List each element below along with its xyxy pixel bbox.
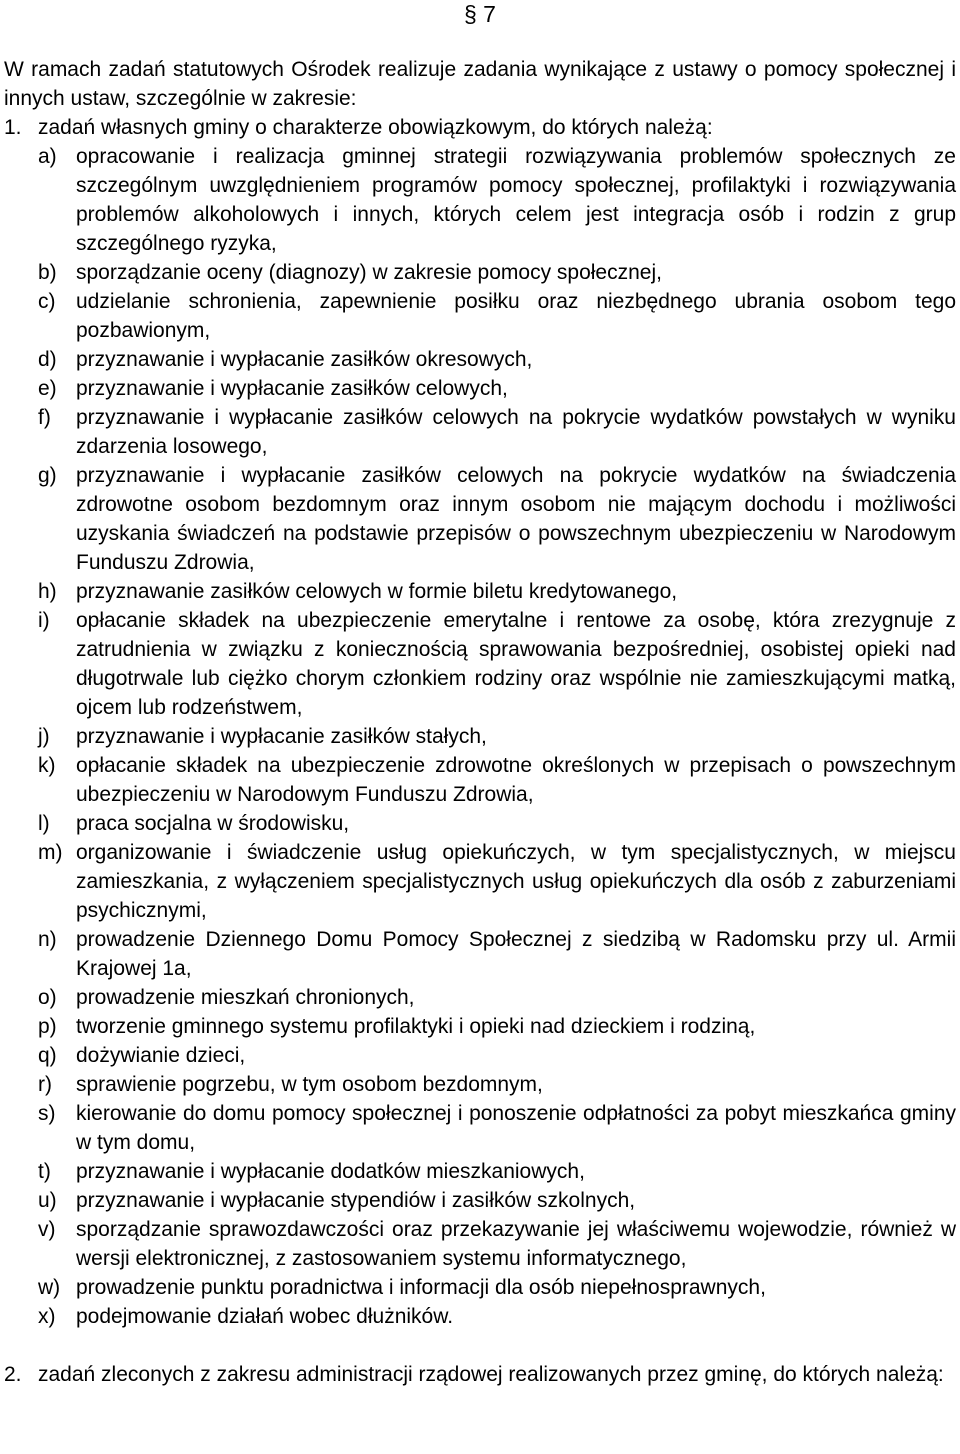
list-item-text: praca socjalna w środowisku, xyxy=(76,812,350,835)
list-item xyxy=(4,1215,956,1273)
list-item-marker: t) xyxy=(38,1160,51,1183)
list-item xyxy=(4,1099,956,1157)
list-item-text: opłacanie składek na ubezpieczenie emerytalne i rentowe za osobę, która zrezygnuje z zatrudnienia w związku z koniecznością sprawowania bezpośredniej, osobistej opieki nad długotrwale lub ciężko chorym członkiem rodziny oraz wspólnie nie zamieszkującymi matką, ojcem lub rodzeństwem, xyxy=(76,609,956,719)
list-item xyxy=(4,577,956,606)
list-item-text: prowadzenie Dziennego Domu Pomocy Społecznej z siedzibą w Radomsku przy ul. Armii Krajowej 1a, xyxy=(76,928,956,980)
list-item-text: przyznawanie i wypłacanie stypendiów i zasiłków szkolnych, xyxy=(76,1189,636,1212)
list-item xyxy=(4,287,956,345)
list-item xyxy=(4,403,956,461)
list-item-marker: f) xyxy=(38,406,51,429)
point-text: zadań własnych gminy o charakterze obowiązkowym, do których należą: xyxy=(38,116,713,139)
list-item xyxy=(4,838,956,925)
list-item-marker: o) xyxy=(38,986,57,1009)
list-item-marker: s) xyxy=(38,1102,56,1125)
list-item-marker: q) xyxy=(38,1044,57,1067)
list-item-text: przyznawanie i wypłacanie zasiłków okresowych, xyxy=(76,348,533,371)
list-item-text: sporządzanie oceny (diagnozy) w zakresie pomocy społecznej, xyxy=(76,261,662,284)
list-item xyxy=(4,1186,956,1215)
list-item-text: przyznawanie zasiłków celowych w formie biletu kredytowanego, xyxy=(76,580,678,603)
list-item-text: sporządzanie sprawozdawczości oraz przekazywanie jej właściwemu wojewodzie, również w wersji elektronicznej, z zastosowaniem systemu informatycznego, xyxy=(76,1218,956,1270)
list-item-text: kierowanie do domu pomocy społecznej i ponoszenie odpłatności za pobyt mieszkańca gminy w tym domu, xyxy=(76,1102,956,1154)
list-item-marker: h) xyxy=(38,580,57,603)
list-item xyxy=(4,983,956,1012)
list-item-text: opłacanie składek na ubezpieczenie zdrowotne określonych w przepisach o powszechnym ubezpieczeniu w Narodowym Funduszu Zdrowia, xyxy=(76,754,956,806)
list-item xyxy=(4,142,956,258)
list-item xyxy=(4,925,956,983)
point-1 xyxy=(4,113,956,142)
list-item xyxy=(4,258,956,287)
list-item-marker: a) xyxy=(38,145,57,168)
list-item-marker: k) xyxy=(38,754,56,777)
list-item xyxy=(4,1157,956,1186)
list-item-text: przyznawanie i wypłacanie dodatków mieszkaniowych, xyxy=(76,1160,585,1183)
list-item-marker: c) xyxy=(38,290,56,313)
list-item-marker: d) xyxy=(38,348,57,371)
intro-paragraph: W ramach zadań statutowych Ośrodek realizuje zadania wynikające z ustawy o pomocy społecznej i innych ustaw, szczególnie w zakresie: xyxy=(4,58,956,110)
list-item xyxy=(4,1012,956,1041)
point-marker: 1. xyxy=(4,116,22,139)
list-item-marker: m) xyxy=(38,841,63,864)
list-item-marker: v) xyxy=(38,1218,56,1241)
point-marker: 2. xyxy=(4,1363,22,1386)
list-item xyxy=(4,1273,956,1302)
list-item-text: opracowanie i realizacja gminnej strategii rozwiązywania problemów społecznych ze szczególnym uwzględnieniem programów pomocy społecznej, profilaktyki i rozwiązywania problemów alkoholowych i innych, których celem jest integracja osób i rodzin z grup szczególnego ryzyka, xyxy=(76,145,956,255)
list-item-text: tworzenie gminnego systemu profilaktyki i opieki nad dzieckiem i rodziną, xyxy=(76,1015,756,1038)
list-item-text: przyznawanie i wypłacanie zasiłków celowych na pokrycie wydatków powstałych w wyniku zdarzenia losowego, xyxy=(76,406,956,458)
list-item-marker: b) xyxy=(38,261,57,284)
list-item xyxy=(4,722,956,751)
list-item-marker: n) xyxy=(38,928,57,951)
list-item xyxy=(4,606,956,722)
list-item-marker: g) xyxy=(38,464,57,487)
point-2 xyxy=(4,1360,956,1389)
list-item xyxy=(4,809,956,838)
list-item xyxy=(4,1041,956,1070)
list-item xyxy=(4,461,956,577)
list-item-marker: p) xyxy=(38,1015,57,1038)
list-item-text: prowadzenie mieszkań chronionych, xyxy=(76,986,415,1009)
subitem-list xyxy=(4,142,956,1331)
list-item-marker: x) xyxy=(38,1305,56,1328)
list-item-text: prowadzenie punktu poradnictwa i informacji dla osób niepełnosprawnych, xyxy=(76,1276,766,1299)
list-item-text: organizowanie i świadczenie usług opiekuńczych, w tym specjalistycznych, w miejscu zamieszkania, z wyłączeniem specjalistycznych usług opiekuńczych dla osób z zaburzeniami psychicznymi, xyxy=(76,841,956,922)
list-item xyxy=(4,751,956,809)
list-item-marker: e) xyxy=(38,377,57,400)
list-item-marker: j) xyxy=(38,725,50,748)
list-item-text: sprawienie pogrzebu, w tym osobom bezdomnym, xyxy=(76,1073,543,1096)
list-item-marker: l) xyxy=(38,812,50,835)
list-item-marker: w) xyxy=(38,1276,61,1299)
list-item-text: udzielanie schronienia, zapewnienie posiłku oraz niezbędnego ubrania osobom tego pozbawionym, xyxy=(76,290,956,342)
list-item-marker: i) xyxy=(38,609,50,632)
list-item xyxy=(4,374,956,403)
list-item-marker: u) xyxy=(38,1189,57,1212)
list-item-marker: r) xyxy=(38,1073,52,1096)
list-item-text: przyznawanie i wypłacanie zasiłków celowych na pokrycie wydatków na świadczenia zdrowotne osobom bezdomnym oraz innym osobom nie mającym dochodu i możliwości uzyskania świadczeń na podstawie przepisów o powszechnym ubezpieczeniu w Narodowym Funduszu Zdrowia, xyxy=(76,464,956,574)
point-text: zadań zleconych z zakresu administracji rządowej realizowanych przez gminę, do których należą: xyxy=(38,1363,944,1386)
section-title: § 7 xyxy=(464,1,496,27)
list-item xyxy=(4,1302,956,1331)
list-item-text: przyznawanie i wypłacanie zasiłków celowych, xyxy=(76,377,508,400)
list-item-text: przyznawanie i wypłacanie zasiłków stałych, xyxy=(76,725,487,748)
list-item xyxy=(4,1070,956,1099)
document-body xyxy=(4,55,956,1389)
list-item-text: dożywianie dzieci, xyxy=(76,1044,246,1067)
list-item xyxy=(4,345,956,374)
list-item-text: podejmowanie działań wobec dłużników. xyxy=(76,1305,454,1328)
